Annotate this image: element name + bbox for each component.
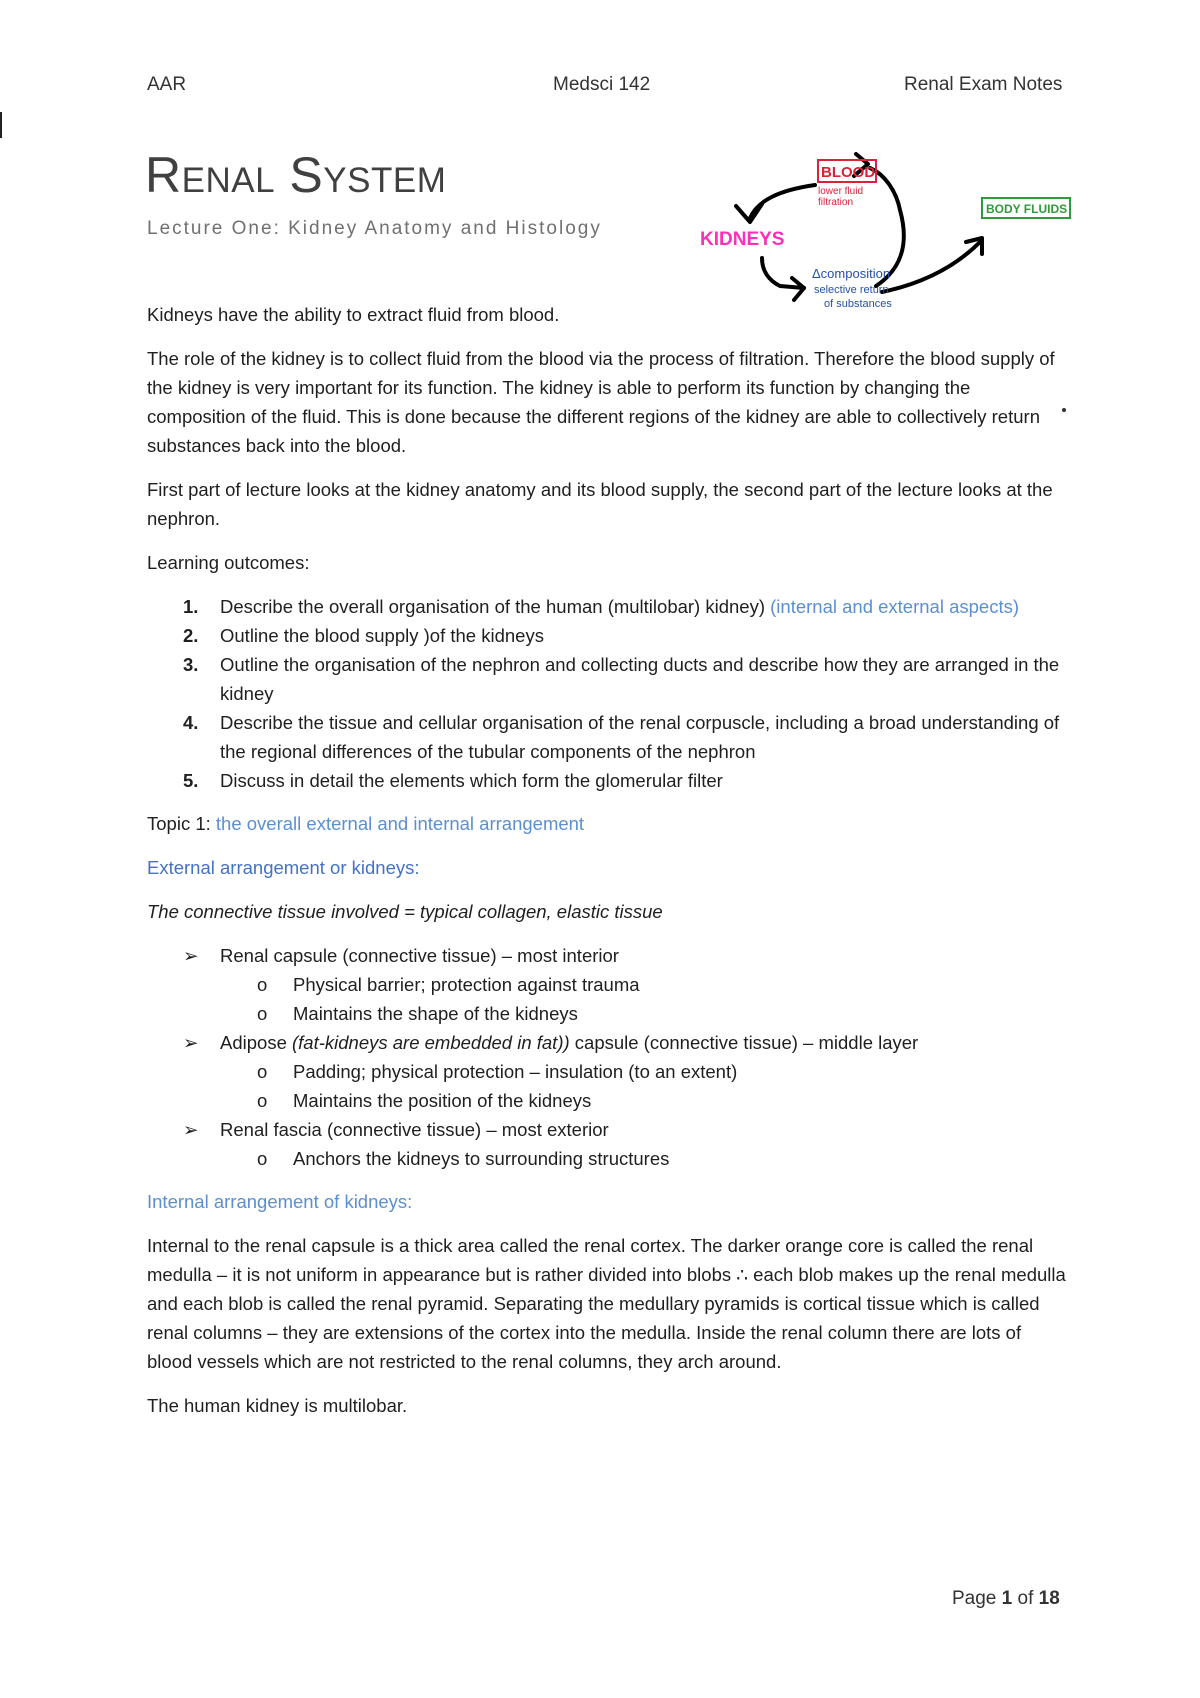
header-right: Renal Exam Notes [904,74,1063,95]
sub-list-text: Maintains the shape of the kidneys [293,1003,578,1024]
sub-list-item [147,1086,1067,1115]
arrow-bullet-icon: ➢ [183,945,199,966]
list-item [147,1028,1067,1115]
list-text: Outline the blood supply )of the kidneys [220,625,544,646]
internal-paragraph: Internal to the renal capsule is a thick area called the renal cortex. The darker orange core is called the renal medulla – it is not uniform in appearance but is rather divided into blobs ∴ each blob makes up the renal medulla and each blob is called the renal pyramid. Separating the medullary pyramids is cortical tissue which is called renal columns – they are extensions of the cortex into the medulla. Inside the renal column there are lots of blood vessels which are not restricted to the renal columns, they arch around. [147,1235,1066,1372]
sub-list [220,970,1067,1028]
list-text: Renal capsule (connective tissue) – most interior [220,945,619,966]
list-item [147,941,1067,1028]
list-item [147,766,1067,795]
circle-bullet-icon: o [257,1148,268,1169]
composition-line-2: selective return [814,284,889,296]
paragraph-role: The role of the kidney is to collect fluid from the blood via the process of filtration. Therefore the blood supply of the kidney is very important for its function. The kidney is able to perform its function by changing the composition of the fluid. This is done because the different regions of the kidney are able to collectively return substances back into the blood. [147,348,1055,456]
blood-note-1: lower fluid [818,186,864,197]
sub-list-text: Maintains the position of the kidneys [293,1090,592,1111]
list-number: 4. [183,712,199,733]
list-item [147,1115,1067,1173]
list-item [147,592,1067,621]
arrow-bullet-icon: ➢ [183,1119,199,1140]
blood-label: BLOOD [821,164,876,181]
list-text: Renal fascia (connective tissue) – most exterior [220,1119,609,1140]
page-subtitle: Lecture One: Kidney Anatomy and Histology [147,218,602,239]
topic-line [147,809,1067,838]
list-text: Describe the overall organisation of the human (multilobar) kidney) [220,596,771,617]
list-text-after: capsule (connective tissue) – middle layer [569,1032,919,1053]
composition-line-3: of substances [824,298,892,310]
header-center: Medsci 142 [553,74,651,95]
header-left: AAR [147,74,187,95]
internal-heading: Internal arrangement of kidneys: [147,1191,413,1212]
page-word: Page [952,1588,997,1609]
sub-list-item [147,1144,1067,1173]
circle-bullet-icon: o [257,974,268,995]
list-text: Describe the tissue and cellular organisation of the renal corpuscle, including a broad understanding of the regional differences of the tubular components of the nephron [220,712,1060,762]
margin-marker [0,112,2,138]
list-number: 3. [183,654,199,675]
page-title: Renal System [145,147,447,203]
page-total: 18 [1038,1588,1060,1609]
list-item [147,708,1067,766]
sub-list-text: Anchors the kidneys to surrounding structures [293,1148,670,1169]
multilobar-paragraph: The human kidney is multilobar. [147,1395,408,1416]
sub-list-item [147,1057,1067,1086]
list-number: 1. [183,596,199,617]
topic-label: Topic 1: [147,813,216,834]
circle-bullet-icon: o [257,1061,268,1082]
kidneys-label: KIDNEYS [700,229,785,250]
external-layers-list [147,941,1067,1173]
sub-list-item [147,999,1067,1028]
paragraph-outcomes-label: Learning outcomes: [147,552,310,573]
list-text: Outline the organisation of the nephron and collecting ducts and describe how they are arranged in the kidney [220,654,1060,704]
list-item [147,650,1067,708]
list-text: Adipose [220,1032,292,1053]
list-item [147,621,1067,650]
page-number: 1 [1001,1588,1013,1609]
circle-bullet-icon: o [257,1090,268,1111]
external-intro: The connective tissue involved = typical collagen, elastic tissue [147,901,663,922]
sub-list-text: Padding; physical protection – insulation (to an extent) [293,1061,738,1082]
composition-line-1: Δcomposition [812,266,891,281]
body-fluids-label: BODY FLUIDS [986,202,1068,216]
arrow-bullet-icon: ➢ [183,1032,199,1053]
list-accent-text: (internal and external aspects) [770,596,1019,617]
arrow-blood-to-kidneys [750,185,815,218]
circle-bullet-icon: o [257,1003,268,1024]
sub-list [220,1057,1067,1115]
external-heading: External arrangement or kidneys: [147,857,420,878]
paragraph-intro: Kidneys have the ability to extract fluid from blood. [147,304,560,325]
sub-list-item [147,970,1067,999]
paragraph-lecture-parts: First part of lecture looks at the kidney anatomy and its blood supply, the second part of the lecture looks at the nephron. [147,479,1053,529]
sub-list [220,1144,1067,1173]
arrow-blood-to-kidneys-head [736,204,762,222]
list-text: Discuss in detail the elements which form the glomerular filter [220,770,723,791]
topic-text: the overall external and internal arrangement [215,813,585,834]
list-number: 5. [183,770,199,791]
blood-note-2: filtration [818,197,854,208]
page-footer [952,1588,1060,1610]
list-number: 2. [183,625,199,646]
document-body [147,300,1067,1435]
sub-list-text: Physical barrier; protection against trauma [293,974,640,995]
of-word: of [1017,1588,1034,1609]
list-italic-text: (fat-kidneys are embedded in fat)) [292,1032,570,1053]
learning-outcomes-list [147,592,1067,795]
